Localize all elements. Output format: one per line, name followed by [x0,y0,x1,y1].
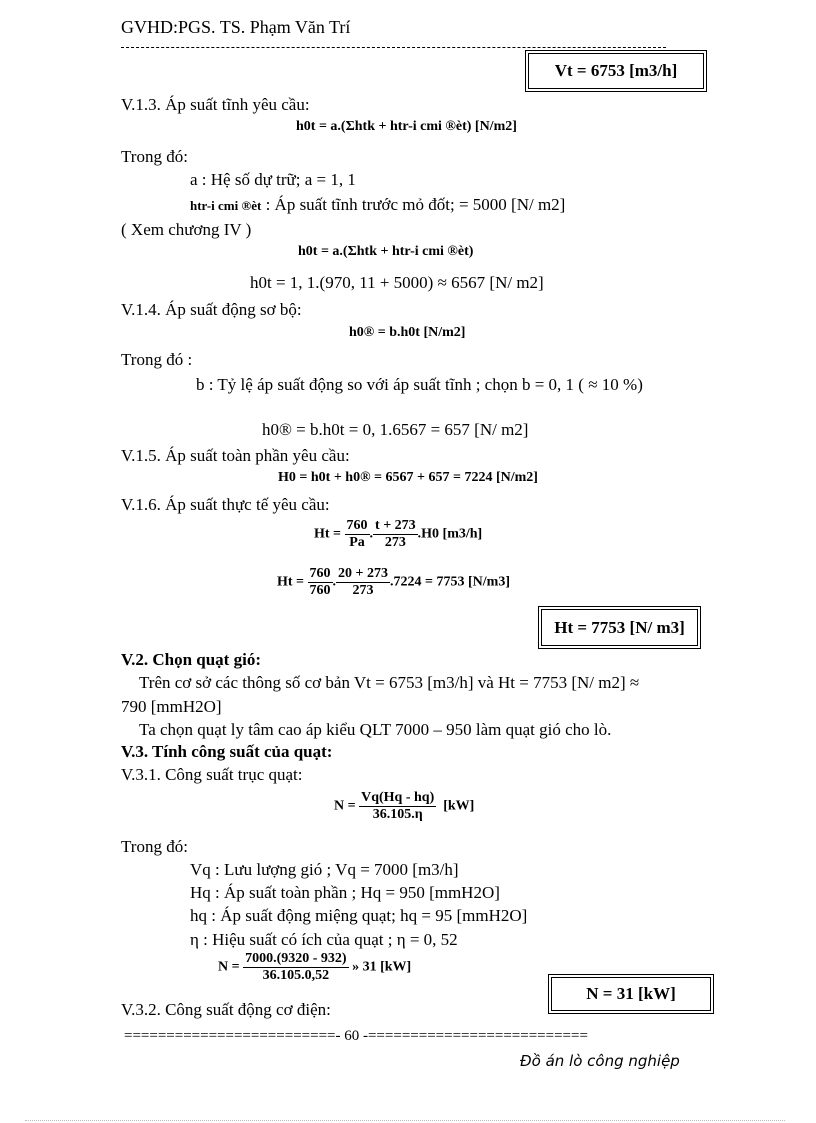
static-pressure-calc: h0t = 1, 1.(970, 11 + 5000) ≈ 6567 [N/ m2] [250,273,544,292]
where-label: Trong đó: [121,147,188,166]
calc-tail: .7224 = 7753 [N/m3] [390,574,510,590]
actual-pressure-calc: Ht = $\frac{760}{760}$ . $\frac{20 + 273}{273}$ .7224 = 7753 [N/m3] [277,566,510,598]
page-edge [25,1120,785,1121]
fan-basis-paragraph-cont: 790 [mmH2O] [121,697,222,716]
section-1-4-heading: V.1.4. Áp suất động sơ bộ: [121,300,302,319]
section-3-1-heading: V.3.1. Công suất trục quạt: [121,765,303,784]
airflow-line: Vq : Lưu lượng gió ; Vq = 7000 [m3/h] [190,860,459,879]
calc-power-den: 36.105.0,52 [262,968,330,983]
cfrac1-num: 760 [309,566,331,581]
section-3-2-heading: V.3.2. Công suất động cơ điện: [121,1000,331,1019]
frac1-den: Pa [349,535,365,550]
ht-result-text: Ht = 7753 [N/ m3] [554,617,685,637]
where-label-3: Trong đó: [121,837,188,856]
vt-result-box [528,53,704,89]
dynamic-pressure-calc: h0® = b.h0t = 0, 1.6567 = 657 [N/ m2] [262,420,529,439]
total-pressure-line: Hq : Áp suất toàn phần ; Hq = 950 [mmH2O] [190,883,500,902]
section-1-6-heading: V.1.6. Áp suất thực tế yêu cầu: [121,495,330,514]
cfrac2-num: 20 + 273 [338,566,389,581]
formula-tail: .H0 [m3/h] [417,526,483,542]
calc-power-tail: » 31 [kW] [352,959,412,975]
cfrac2-den: 273 [352,583,374,598]
footer-page-number: =========================- 60 -========================== [124,1028,588,1044]
section-1-5-heading: V.1.5. Áp suất toàn phần yêu cầu: [121,446,350,465]
ht-result-box [541,609,698,646]
static-pressure-formula: h0t = a.(Σhtk + htr-i cmi ®èt) [N/m2] [296,119,517,134]
ratio-b-line: b : Tỷ lệ áp suất động so với áp suất tĩnh ; chọn b = 0, 1 ( ≈ 10 %) [196,375,643,394]
power-result-text: N = 31 [kW] [586,984,676,1003]
vt-result-text: Vt = 6753 [m3/h] [554,61,678,80]
power-num: Vq(Hq - hq) [361,790,435,805]
burner-pressure-value: = 5000 [N/ m2] [458,195,566,214]
section-2-heading: V.2. Chọn quạt gió: [121,650,261,669]
fan-selection-paragraph: Ta chọn quạt ly tâm cao áp kiểu QLT 7000 – 950 làm quạt gió cho lò. [139,720,612,739]
where-label-2: Trong đó : [121,350,193,369]
header-advisor: GVHD:PGS. TS. Phạm Văn Trí [121,17,351,37]
power-den: 36.105.η [372,807,423,822]
burner-pressure-line [190,195,565,215]
frac2-num: t + 273 [375,518,416,533]
power-lhs: N = [334,798,356,814]
mouth-pressure-line: hq : Áp suất động miệng quạt; hq = 95 [mmH2O] [190,906,528,925]
power-result-box [551,977,711,1011]
section-1-3-heading: V.1.3. Áp suất tĩnh yêu cầu: [121,95,310,114]
section-3-heading: V.3. Tính công suất của quạt: [121,742,333,761]
shaft-power-calc [218,951,411,984]
dynamic-pressure-formula: h0® = b.h0t [N/m2] [349,325,466,340]
formula-lhs: Ht = [314,526,342,542]
header-divider [121,47,666,48]
burner-pressure-symbol: htr-i cmi ®èt [190,198,262,213]
calc-lhs: Ht = [277,574,305,590]
footer-title: Đồ án lò công nghiệp [520,1052,680,1070]
frac1-num: 760 [346,518,368,533]
calc-power-lhs: N = [218,959,240,975]
fan-basis-paragraph: Trên cơ sở các thông số cơ bản Vt = 6753 [m3/h] và Ht = 7753 [N/ m2] ≈ [139,673,640,692]
reserve-coefficient-line: a : Hệ số dự trữ; a = 1, 1 [190,170,356,189]
actual-pressure-formula: Ht = $\frac{760}{Pa}$ . $\frac{t + 273}{273}$ .H0 [m3/h] [314,518,483,550]
calc-power-num: 7000.(9320 - 932) [245,951,347,966]
see-chapter-note: ( Xem chương IV ) [121,220,252,239]
cfrac1-den: 760 [309,583,331,598]
total-pressure-formula: H0 = h0t + h0® = 6567 + 657 = 7224 [N/m2] [278,470,538,485]
shaft-power-formula [334,790,474,823]
static-pressure-formula-repeat: h0t = a.(Σhtk + htr-i cmi ®èt) [298,244,474,259]
burner-pressure-desc: : Áp suất tĩnh trước mỏ đốt; [265,195,455,214]
efficiency-line: η : Hiệu suất có ích của quạt ; η = 0, 52 [190,930,458,949]
power-unit: [kW] [443,798,475,814]
frac2-den: 273 [384,535,406,550]
